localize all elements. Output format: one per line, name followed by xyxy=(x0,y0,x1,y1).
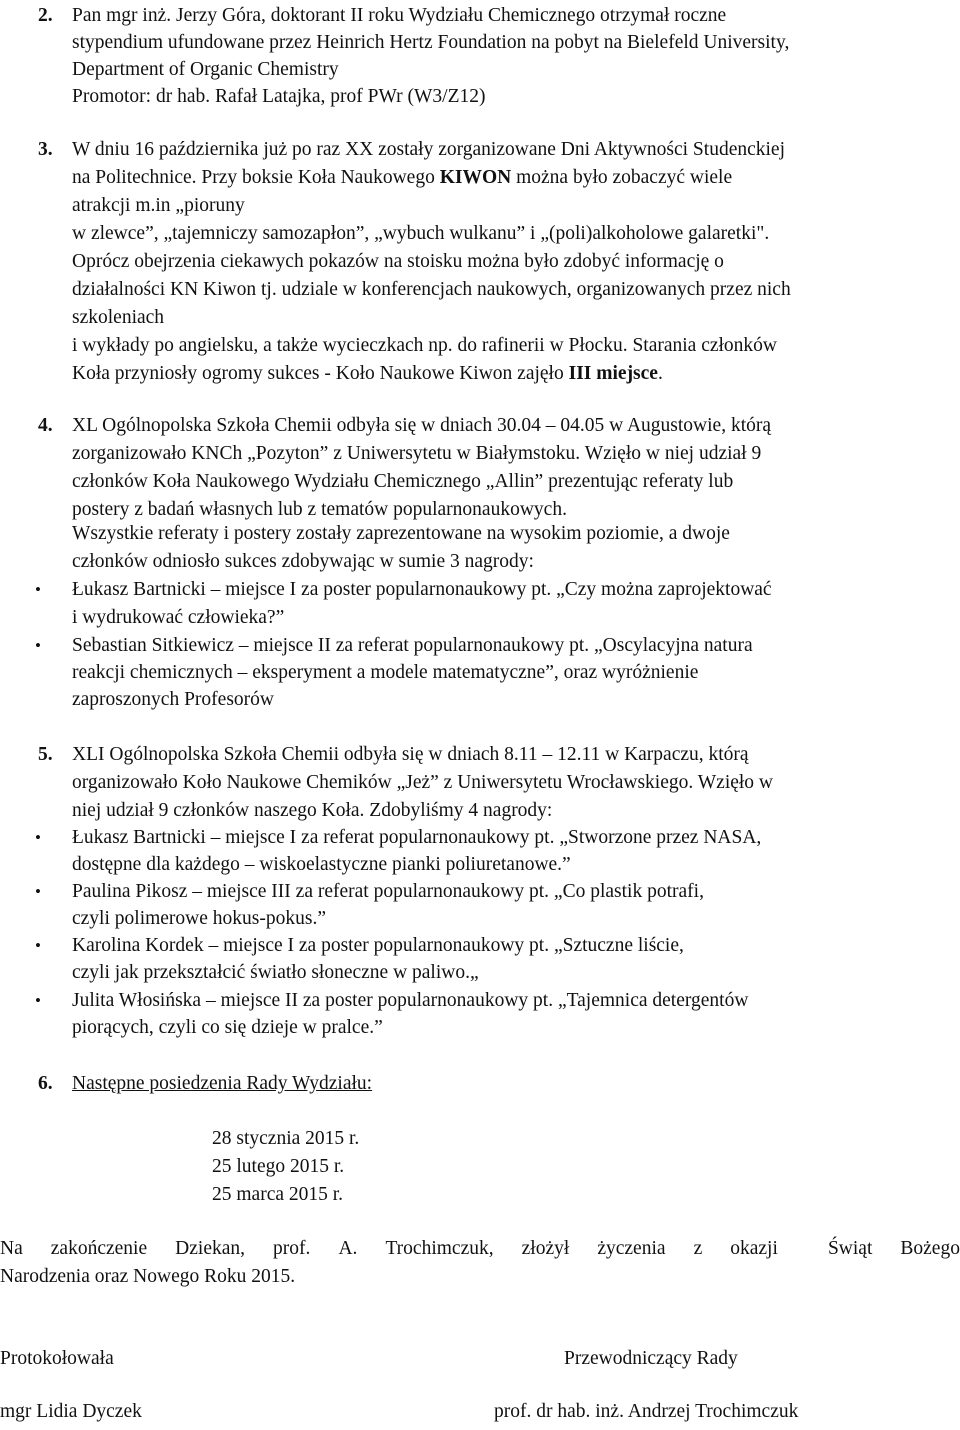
item-2-line: Department of Organic Chemistry xyxy=(72,59,339,80)
item-5-line: XLI Ogólnopolska Szkoła Chemii odbyła się w dniach 8.11 – 12.11 w Karpaczu, którą xyxy=(72,744,749,765)
award-line: Sebastian Sitkiewicz – miejsce II za referat popularnonaukowy pt. „Oscylacyjna natura xyxy=(72,635,753,656)
chair-name: prof. dr hab. inż. Andrzej Trochimczuk xyxy=(494,1401,799,1422)
chair-role: Przewodniczący Rady xyxy=(564,1348,738,1369)
meeting-date: 28 stycznia 2015 r. xyxy=(212,1128,360,1149)
closing-word: Dziekan, xyxy=(175,1238,246,1259)
closing-word: zakończenie xyxy=(50,1238,148,1259)
closing-word: Na xyxy=(0,1238,23,1259)
item-2-line: Pan mgr inż. Jerzy Góra, doktorant II roku Wydziału Chemicznego otrzymał roczne xyxy=(72,5,727,26)
bullet-icon: • xyxy=(35,991,41,1010)
bullet-icon: • xyxy=(35,936,41,955)
closing-line: Narodzenia oraz Nowego Roku 2015. xyxy=(0,1266,296,1287)
award-line: czyli jak przekształcić światło słoneczne w paliwo.„ xyxy=(72,962,479,983)
item-4-line: członków Koła Naukowego Wydziału Chemicznego „Allin” prezentując referaty lub xyxy=(72,471,734,492)
recorder-role: Protokołowała xyxy=(0,1348,114,1369)
item-3-line: Oprócz obejrzenia ciekawych pokazów na stoisku można było zdobyć informację o xyxy=(72,251,724,272)
closing-word: złożył xyxy=(521,1238,570,1259)
item-2-line: Promotor: dr hab. Rafał Latajka, prof PWr (W3/Z12) xyxy=(72,86,486,107)
closing-word: prof. xyxy=(273,1238,311,1259)
item-3-text: na Politechnice. Przy boksie Koła Naukowego xyxy=(72,167,440,188)
item-3-line: i wykłady po angielsku, a także wycieczkach np. do rafinerii w Płocku. Starania członków xyxy=(72,335,778,356)
award-line: dostępne dla każdego – wiskoelastyczne pianki poliuretanowe.” xyxy=(72,854,571,875)
closing-word: A. xyxy=(338,1238,358,1259)
award-line: zaproszonych Profesorów xyxy=(72,689,274,710)
placement-text: III miejsce xyxy=(568,363,658,384)
closing-word: życzenia xyxy=(597,1238,666,1259)
award-line: piorących, czyli co się dzieje w pralce.” xyxy=(72,1017,383,1038)
item-5-line: niej udział 9 członków naszego Koła. Zdobyliśmy 4 nagrody: xyxy=(72,800,553,821)
bullet-icon: • xyxy=(35,828,41,847)
item-3-line: szkoleniach xyxy=(72,307,165,328)
item-3-text: Koła przyniosły ogromy sukces - Koło Naukowe Kiwon zajęło xyxy=(72,363,569,384)
item-3-line: atrakcji m.in „pioruny xyxy=(72,195,245,216)
item-5-number: 5. xyxy=(38,744,53,765)
item-3-text: . xyxy=(657,363,663,384)
closing-word: Bożego xyxy=(900,1238,960,1259)
award-line: reakcji chemicznych – eksperyment a modele matematyczne”, oraz wyróżnienie xyxy=(72,662,699,683)
item-2-number: 2. xyxy=(38,5,53,26)
recorder-name: mgr Lidia Dyczek xyxy=(0,1401,142,1422)
bullet-icon: • xyxy=(35,580,41,599)
item-3-line xyxy=(72,362,663,386)
closing-word: z xyxy=(693,1238,703,1259)
award-line: Karolina Kordek – miejsce I za poster popularnonaukowy pt. „Sztuczne liście, xyxy=(72,935,684,956)
bullet-icon: • xyxy=(35,636,41,655)
item-3-line: W dniu 16 października już po raz XX zostały zorganizowane Dni Aktywności Studenckiej xyxy=(72,139,785,160)
item-4-line: członków odniosło sukces zdobywając w sumie 3 nagrody: xyxy=(72,551,534,572)
award-line: Paulina Pikosz – miejsce III za referat popularnonaukowy pt. „Co plastik potrafi, xyxy=(72,881,704,902)
item-3-number: 3. xyxy=(38,139,53,160)
item-4-line: Wszystkie referaty i postery zostały zaprezentowane na wysokim poziomie, a dwoje xyxy=(72,523,730,544)
award-line: Łukasz Bartnicki – miejsce I za referat popularnonaukowy pt. „Stworzone przez NASA, xyxy=(72,827,762,848)
item-3-line xyxy=(72,166,732,190)
meeting-date: 25 marca 2015 r. xyxy=(212,1184,344,1205)
item-3-text: można było zobaczyć wiele xyxy=(511,167,733,188)
item-4-line: postery z badań własnych lub z tematów popularnonaukowych. xyxy=(72,499,567,520)
item-2-line: stypendium ufundowane przez Heinrich Hertz Foundation na pobyt na Bielefeld University, xyxy=(72,32,790,53)
item-4-number: 4. xyxy=(38,415,53,436)
closing-word: okazji xyxy=(730,1238,778,1259)
closing-word: Świąt xyxy=(827,1238,873,1259)
item-4-line: XL Ogólnopolska Szkoła Chemii odbyła się w dniach 30.04 – 04.05 w Augustowie, którą xyxy=(72,415,772,436)
award-line: Julita Włosińska – miejsce II za poster popularnonaukowy pt. „Tajemnica detergentów xyxy=(72,990,749,1011)
closing-word: Trochimczuk, xyxy=(385,1238,494,1259)
kiwon-name: KIWON xyxy=(439,167,512,188)
award-line: czyli polimerowe hokus-pokus.” xyxy=(72,908,326,929)
bullet-icon: • xyxy=(35,882,41,901)
meeting-date: 25 lutego 2015 r. xyxy=(212,1156,345,1177)
next-meetings-heading: Następne posiedzenia Rady Wydziału: xyxy=(72,1073,373,1094)
closing-line xyxy=(0,1237,960,1261)
item-3-line: działalności KN Kiwon tj. udziale w konferencjach naukowych, organizowanych przez nich xyxy=(72,279,791,300)
item-3-line: w zlewce”, „tajemniczy samozapłon”, „wybuch wulkanu” i „(poli)alkoholowe galaretki". xyxy=(72,223,770,244)
item-6-number: 6. xyxy=(38,1073,53,1094)
award-line: Łukasz Bartnicki – miejsce I za poster popularnonaukowy pt. „Czy można zaprojektować xyxy=(72,579,772,600)
award-line: i wydrukować człowieka?” xyxy=(72,607,285,628)
item-5-line: organizowało Koło Naukowe Chemików „Jeż” z Uniwersytetu Wrocławskiego. Wzięło w xyxy=(72,772,774,793)
item-4-line: zorganizowało KNCh „Pozyton” z Uniwersytetu w Białymstoku. Wzięło w niej udział 9 xyxy=(72,443,762,464)
